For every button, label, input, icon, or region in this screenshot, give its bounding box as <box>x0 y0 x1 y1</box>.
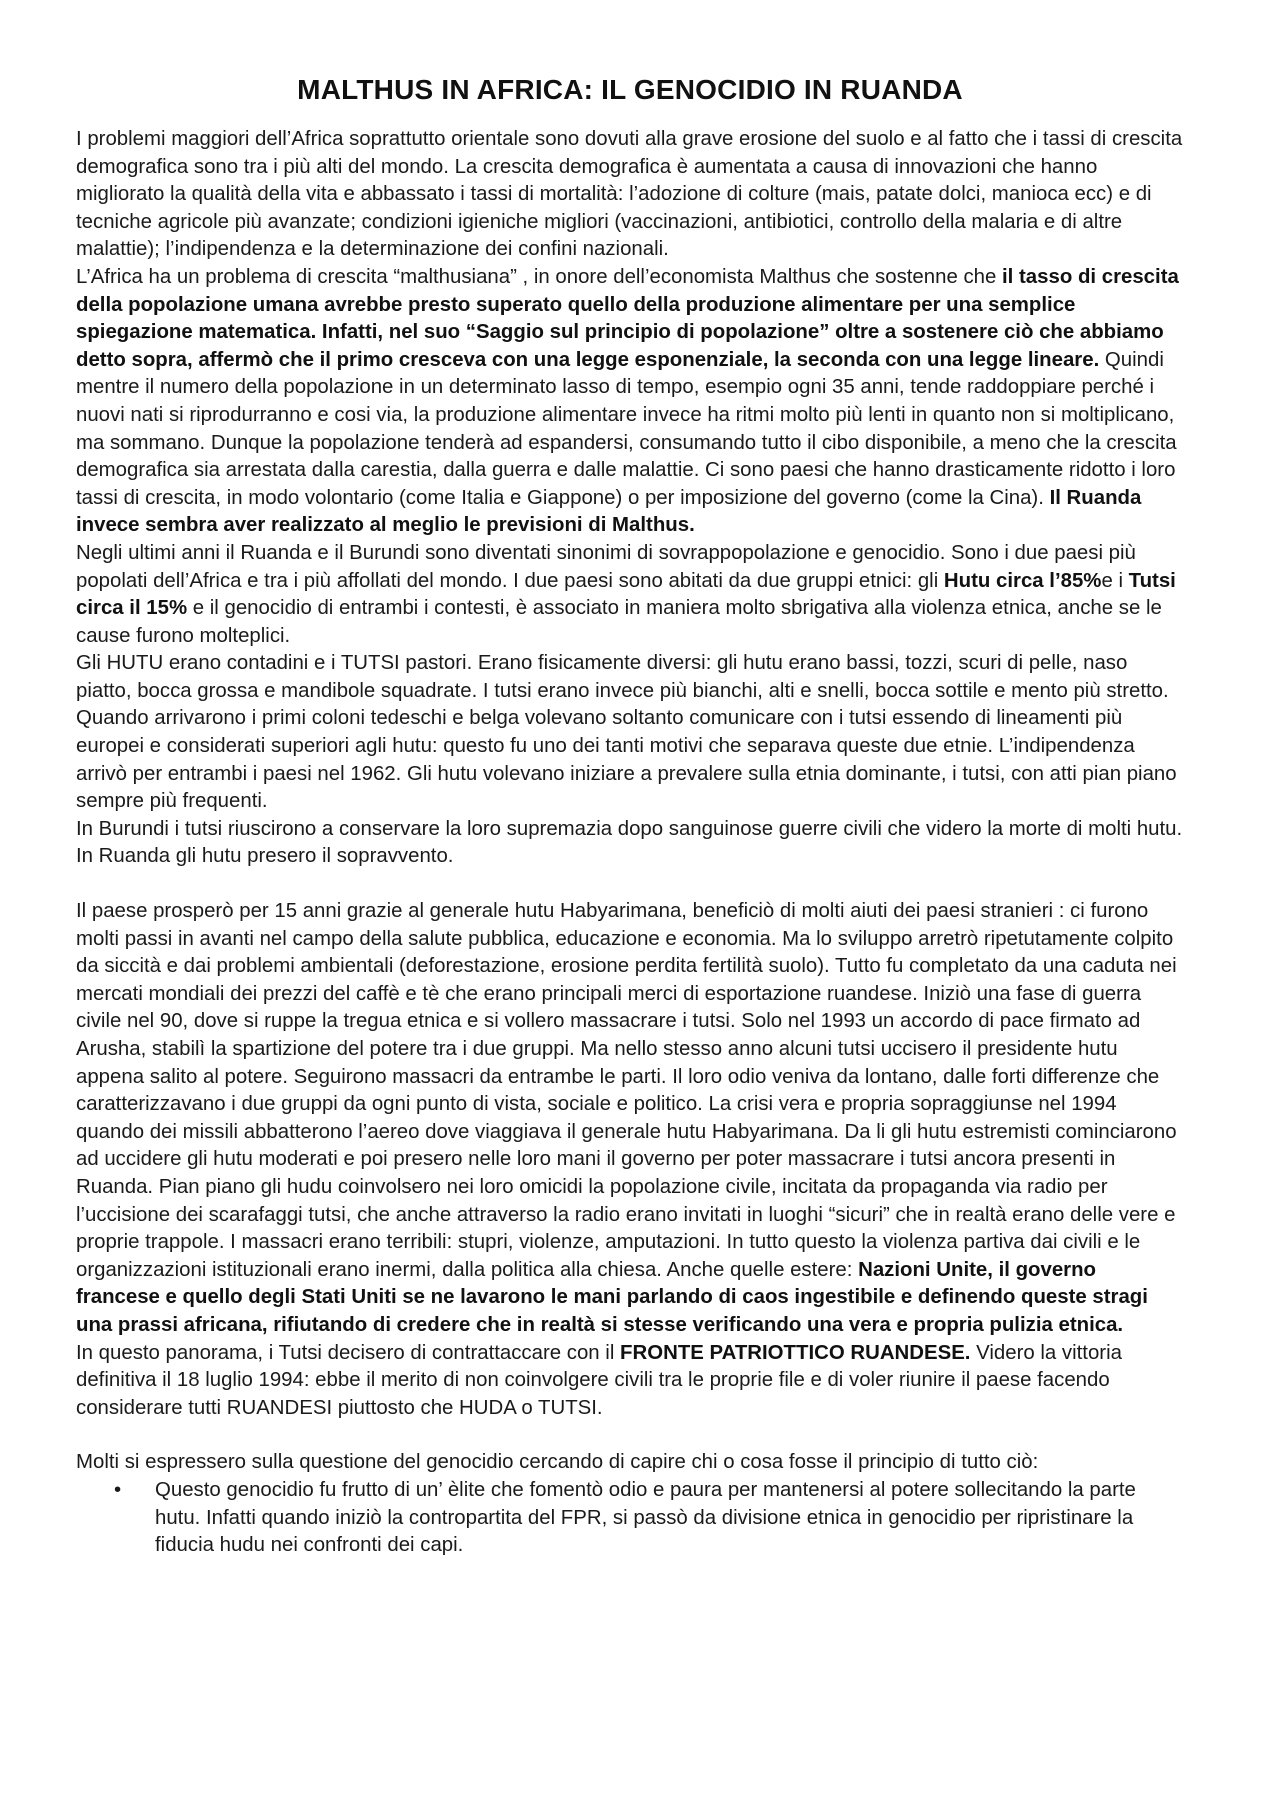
paragraph-intro: I problemi maggiori dell’Africa soprattutto orientale sono dovuti alla grave erosione del suolo e al fatto che i tassi di crescita demografica sono tra i più alti del mondo. La crescita demografica è aumentata a causa di innovazioni che hanno migliorato la qualità della vita e abbassato i tassi di mortalità: l’adozione di colture (mais, patate dolci, manioca ecc) e di tecniche agricole più avanzate; condizioni igieniche migliori (vaccinazioni, antibiotici, controllo della malaria e di altre malattie); l’indipendenza e la determinazione dei confini nazionali. <box>76 128 1183 261</box>
habyarimana-text: Il paese prosperò per 15 anni grazie al generale hutu Habyarimana, beneficiò di molti aiuti dei paesi stranieri : ci furono molti passi in avanti nel campo della salute pubblica, educazione e economia. Ma lo sviluppo arretrò ripetutamente colpito da siccità e dai problemi ambientali (deforestazione, erosione perdita fertilità suolo). Tutto fu completato da una caduta nei mercati mondiali dei prezzi del caffè e tè che erano principali merci di esportazione ruandese. Iniziò una fase di guerra civile nel 90, dove si ruppe la tregua etnica e si vollero massacrare i tutsi. Solo nel 1993 un accordo di pace firmato ad Arusha, stabilì la spartizione del potere tra i due gruppi. Ma nello stesso anno alcuni tutsi uccisero il presidente hutu appena salito al potere. Seguirono massacri da entrambe le parti. Il loro odio veniva da lontano, dalle forti differenze che caratterizzavano i due gruppi da ogni punto di vista, sociale e politico. La crisi vera e propria sopraggiunse nel 1994 quando dei missili abbatterono l’aereo dove viaggiava il generale hutu Habyarimana. Da li gli hutu estremisti cominciarono ad uccidere gli hutu moderati e poi presero nelle loro mani il governo per poter massacrare i tutsi ancora presenti in Ruanda. Pian piano gli hudu coinvolsero nei loro omicidi la popolazione civile, incitata da propaganda via radio per l’uccisione dei scarafaggi tutsi, che anche attraverso la radio erano invitati in luoghi “sicuri” che in realtà erano delle vere e proprie trappole. I massacri erano terribili: stupri, violenze, amputazioni. In tutto questo la violenza partiva dai civili e le organizzazioni istituzionali erano inermi, dalla politica alla chiesa. Anche quelle estere: <box>76 900 1177 1281</box>
malthus-text-1: L’Africa ha un problema di crescita “malthusiana” , in onore dell’economista Malthus che sostenne che <box>76 265 1003 288</box>
malthus-text-2: Quindi mentre il numero della popolazione in un determinato lasso di tempo, esempio ogni 35 anni, tende raddoppiare perché i nuovi nati si riprodurranno e cosi via, la produzione alimentare invece ha ritmi molto più lenti in quanto non si moltiplicano, ma sommano. Dunque la popolazione tenderà ad espandersi, consumando tutto il cibo disponibile, a meno che la crescita demografica sia arrestata dalla carestia, dalla guerra e dalle malattie. Ci sono paesi che hanno drasticamente ridotto i loro tassi di crescita, in modo volontario (come Italia e Giappone) o per imposizione del governo (come la Cina). <box>76 348 1177 509</box>
bullet-list <box>76 1477 1184 1560</box>
ruanda-text-3: e il genocidio di entrambi i contesti, è associato in maniera molto sbrigativa alla violenza etnica, anche se le cause furono molteplici. <box>76 597 1162 647</box>
bullet-icon: • <box>114 1478 122 1501</box>
fpr-text-2: Videro la vittoria definitiva il 18 luglio 1994: ebbe il merito di non coinvolgere civili tra le proprie file e di voler riunire il paese facendo considerare tutti RUANDESI piuttosto che HUDA o TUTSI. <box>76 1341 1122 1419</box>
paragraph-fpr <box>76 1340 1184 1423</box>
paragraph-burundi: In Burundi i tutsi riuscirono a conservare la loro supremazia dopo sanguinose guerre civili che videro la morte di molti hutu. In Ruanda gli hutu presero il sopravvento. <box>76 817 1183 868</box>
paragraph-hutu-tutsi: Gli HUTU erano contadini e i TUTSI pastori. Erano fisicamente diversi: gli hutu erano bassi, tozzi, scuri di pelle, naso piatto, bocca grossa e mandibole squadrate. I tutsi erano invece più bianchi, alti e snelli, bocca sottile e mento più stretto. Quando arrivarono i primi coloni tedeschi e belga volevano soltanto comunicare con i tutsi essendo di lineamenti più europei e considerati superiori agli hutu: questo fu uno dei tanti motivi che separava queste due etnie. L’indipendenza arrivò per entrambi i paesi nel 1962. Gli hutu volevano iniziare a prevalere sulla etnia dominante, i tutsi, con atti pian piano sempre più frequenti. <box>76 652 1177 813</box>
tutsi-percentage: Tutsi circa il 15% <box>76 569 1176 620</box>
fpr-text-1: In questo panorama, i Tutsi decisero di contrattaccare con il <box>76 1341 621 1364</box>
page-title: MALTHUS IN AFRICA: IL GENOCIDIO IN RUANDA <box>297 74 963 105</box>
paragraph-opinions: Molti si espressero sulla questione del genocidio cercando di capire chi o cosa fosse il principio di tutto ciò: <box>76 1451 1039 1474</box>
document-body <box>76 126 1184 1560</box>
paragraph-spacer <box>76 1422 1184 1449</box>
paragraph-ruanda-burundi <box>76 540 1184 650</box>
malthus-bold-ruanda: Il Ruanda invece sembra aver realizzato al meglio le previsioni di Malthus. <box>76 486 1142 537</box>
malthus-bold-theory: il tasso di crescita della popolazione umana avrebbe presto superato quello della produzione alimentare per una semplice spiegazione matematica. Infatti, nel suo “Saggio sul principio di popolazione” oltre a sostenere ciò che abbiamo detto sopra, affermò che il primo cresceva con una legge esponenziale, la seconda con una legge lineare. <box>76 265 1179 371</box>
bullet-text: Questo genocidio fu frutto di un’ èlite che fomentò odio e paura per mantenersi al potere sollecitando la parte hutu. Infatti quando iniziò la contropartita del FPR, si passò da divisione etnica in genocidio per ripristinare la fiducia hudu nei confronti dei capi. <box>155 1478 1136 1557</box>
habyarimana-bold-international: Nazioni Unite, il governo francese e quello degli Stati Uniti se ne lavarono le mani parlando di caos ingestibile e definendo queste stragi una prassi africana, rifiutando di credere che in realtà si stesse verificando una vera e propria pulizia etnica. <box>76 1258 1148 1336</box>
ruanda-text-2: e i <box>1101 569 1129 592</box>
paragraph-malthus <box>76 264 1184 540</box>
paragraph-spacer <box>76 871 1184 898</box>
paragraph-habyarimana <box>76 898 1184 1340</box>
hutu-percentage: Hutu circa l’85% <box>943 569 1102 592</box>
ruanda-text-1: Negli ultimi anni il Ruanda e il Burundi sono diventati sinonimi di sovrappopolazione e genocidio. Sono i due paesi più popolati dell’Africa e tra i più affollati del mondo. I due paesi sono abitati da due gruppi etnici: gli <box>76 541 1136 592</box>
list-item <box>76 1477 1184 1560</box>
fpr-bold-name: FRONTE PATRIOTTICO RUANDESE. <box>620 1341 971 1364</box>
